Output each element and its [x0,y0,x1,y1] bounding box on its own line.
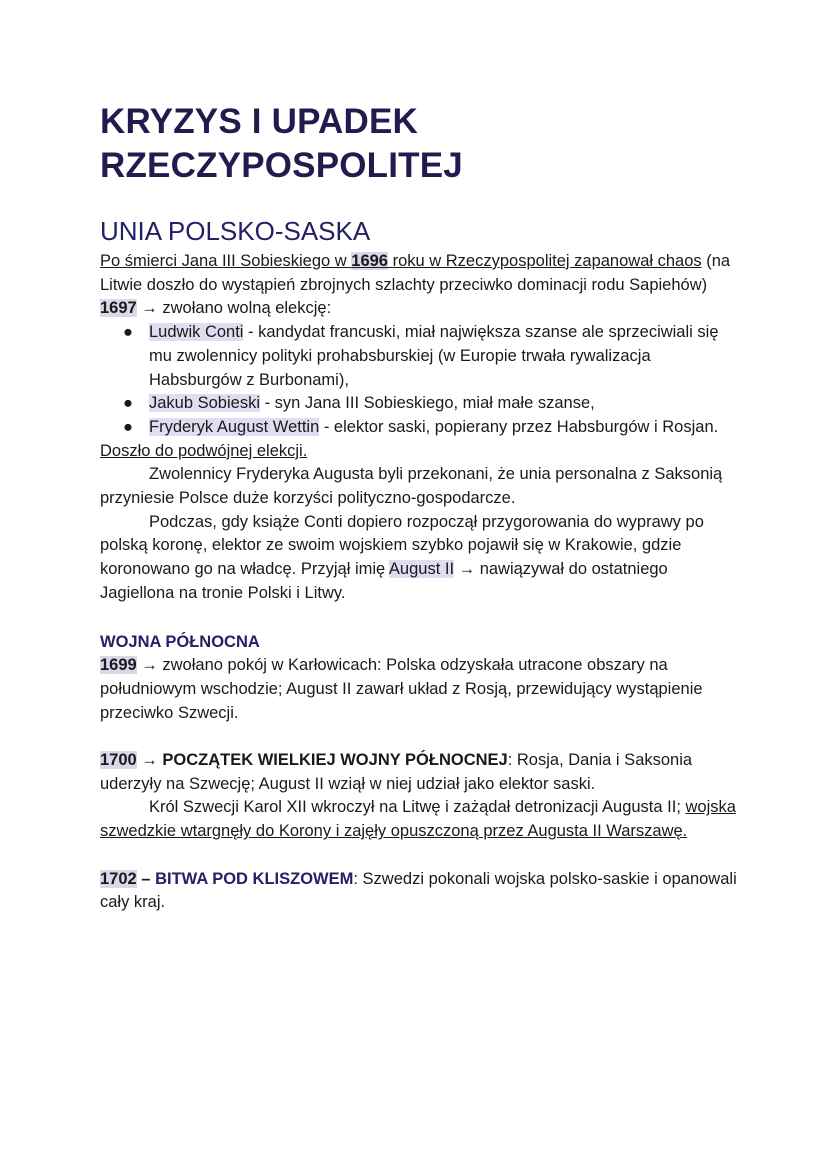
event-title: BITWA POD KLISZOWEM [155,869,354,888]
year-1702: 1702 [100,869,137,888]
section-heading-unia: UNIA POLSKO-SASKA [100,216,371,246]
year-1696: 1696 [351,252,388,270]
year-1697: 1697 [100,299,137,318]
paragraph-death-sobieski [100,250,740,297]
paragraph-1697 [100,297,740,321]
paragraph-text: → nawiązywał do ostatniego Jagiellona na tronie Polski i Litwy. [100,560,668,602]
paragraph-double-election [100,440,740,464]
year-1700: 1700 [100,751,137,770]
paragraph-1700 [100,749,740,796]
paragraph-karol-xii [100,796,740,843]
paragraph-coronation [100,511,740,606]
paragraph-text: Podczas, gdy książe Conti dopiero rozpoczął przygorowania do wyprawy po polską koronę, elektor ze swoim wojskiem szybko pojawił się w Krakowie, gdzie koronowano go na władcę. Przyjął imię [100,512,704,579]
underlined-text: roku w Rzeczypospolitej zapanował chaos [388,252,702,270]
document-body [100,100,740,915]
underlined-text: wojska szwedzkie wtargnęły do Korony i zajęły opuszczoną przez Augusta II Warszawę. [100,798,736,841]
title-line-1: KRYZYS I UPADEK [100,102,419,141]
candidates-list [100,321,740,440]
paragraph-1699 [100,654,740,725]
candidate-description: - kandydat francuski, miał największa szanse ale sprzeciwiali się mu zwolennicy polityki prohabsburskiej (w Europie trwała rywalizacja Habsburgów z Burbonami), [149,323,719,389]
event-title: POCZĄTEK WIELKIEJ WOJNY PÓŁNOCNEJ [162,751,508,770]
underlined-text: Doszło do podwójnej elekcji. [100,441,308,460]
paragraph-supporters [100,463,740,510]
paragraph-text: : Szwedzi pokonali wojska polsko-saskie i opanowali cały kraj. [100,869,737,912]
bullet-icon: ● [123,394,133,413]
section-heading-wojna: WOJNA PÓŁNOCNA [100,632,260,651]
candidate-description: - elektor saski, popierany przez Habsburgów i Rosjan. [319,417,719,436]
candidate-name: Fryderyk August Wettin [149,417,320,436]
title-line-2: RZECZYPOSPOLITEJ [100,146,463,185]
paragraph-text: → zwołano pokój w Karłowicach: Polska odzyskała utracone obszary na południowym wschodzie; August II zawarł układ z Rosją, przewidujący wystąpienie przeciwko Szwecji. [100,656,703,722]
name-august-ii: August II [388,560,455,579]
candidate-name: Ludwik Conti [149,323,244,342]
underlined-text: Po śmierci Jana III Sobieskiego w [100,252,352,270]
paragraph-text: : Rosja, Dania i Saksonia uderzyły na Szwecję; August II wziął w niej udział jako elektor saski. [100,751,693,793]
dash-text: – [136,869,156,888]
list-item [123,416,740,440]
candidate-name: Jakub Sobieski [149,394,260,413]
bullet-icon: ● [123,417,133,436]
bullet-icon: ● [123,323,133,342]
paragraph-text: (na Litwie doszło do wystąpień zbrojnych szlachty przeciwko dominacji rodu Sapiehów) [100,252,731,294]
candidate-description: - syn Jana III Sobieskiego, miał małe szanse, [259,394,595,413]
paragraph-1702 [100,868,740,915]
list-item [123,392,740,416]
document-title [100,100,740,188]
paragraph-text: Król Szwecji Karol XII wkroczył na Litwę i zażądał detronizacji Augusta II; [149,798,686,817]
paragraph-text: Zwolennicy Fryderyka Augusta byli przekonani, że unia personalna z Saksonią przyniesie Polsce duże korzyści polityczno-gospodarcze. [100,465,723,508]
list-item [123,321,740,392]
paragraph-text: → zwołano wolną elekcję: [136,299,332,318]
year-1699: 1699 [100,656,137,675]
arrow-text: → [136,751,163,770]
